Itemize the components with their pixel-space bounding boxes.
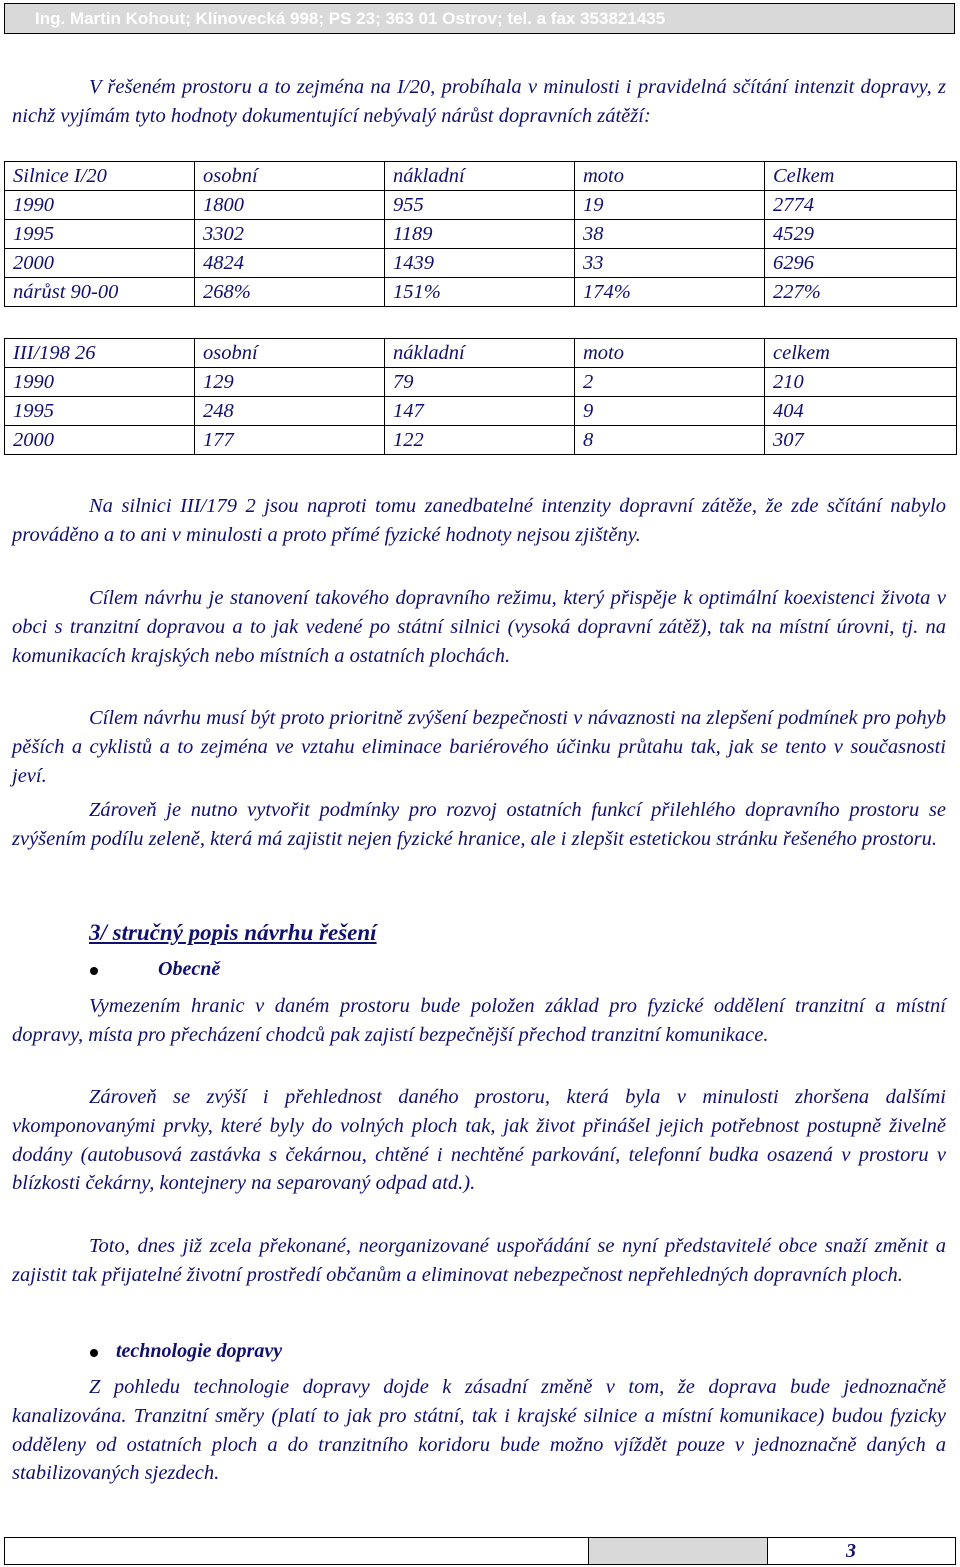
table-cell: 129 bbox=[195, 368, 385, 397]
table-cell: 38 bbox=[575, 220, 765, 249]
bullet-general-label: Obecně bbox=[158, 958, 221, 980]
table-row bbox=[5, 426, 957, 455]
section-title: 3/ stručný popis návrhu řešení bbox=[89, 920, 377, 945]
intro-paragraph: V řešeném prostoru a to zejména na I/20, probíhala v minulosti i pravidelná sčítání intenzit dopravy, z nichž vyjímám tyto hodnoty dokumentující nebývalý nárůst dopravních zátěží: bbox=[12, 76, 946, 127]
table-cell: 33 bbox=[575, 249, 765, 278]
footer-segment-left bbox=[4, 1537, 588, 1565]
header-text: Ing. Martin Kohout; Klínovecká 998; PS 23; 363 01 Ostrov; tel. a fax 353821435 bbox=[35, 9, 666, 28]
table-cell: osobní bbox=[195, 162, 385, 191]
bullet-dot-icon bbox=[90, 1349, 98, 1357]
paragraph-7: Toto, dnes již zcela překonané, neorganizované uspořádání se nyní představitelé obce snaží změnit a zajistit tak přijatelné životní prostředí občanům a eliminovat nebezpečnost nepřehledných dopravních ploch. bbox=[12, 1235, 946, 1286]
table-cell: 2774 bbox=[765, 191, 957, 220]
table-cell: 147 bbox=[385, 397, 575, 426]
table-cell: 3302 bbox=[195, 220, 385, 249]
paragraph-1: Na silnici III/179 2 jsou naproti tomu zanedbatelné intenzity dopravní zátěže, že zde sčítání nabylo prováděno a to ani v minulosti a proto přímé fyzické hodnoty nejsou zjištěny. bbox=[12, 495, 946, 546]
table-cell: 268% bbox=[195, 278, 385, 307]
table-cell: nákladní bbox=[385, 339, 575, 368]
table-cell: 1439 bbox=[385, 249, 575, 278]
table-row bbox=[5, 397, 957, 426]
table-cell: 1995 bbox=[5, 220, 195, 249]
table-cell: 8 bbox=[575, 426, 765, 455]
table-header-row bbox=[5, 162, 957, 191]
table-header-row bbox=[5, 339, 957, 368]
table-row bbox=[5, 191, 957, 220]
traffic-table-i20 bbox=[4, 161, 957, 307]
table-cell: 2 bbox=[575, 368, 765, 397]
table-cell: 122 bbox=[385, 426, 575, 455]
table-cell: moto bbox=[575, 162, 765, 191]
table-cell: 248 bbox=[195, 397, 385, 426]
table-cell: osobní bbox=[195, 339, 385, 368]
table-cell: moto bbox=[575, 339, 765, 368]
table-cell: III/198 26 bbox=[5, 339, 195, 368]
paragraph-4: Zároveň je nutno vytvořit podmínky pro rozvoj ostatních funkcí přilehlého dopravního prostoru se zvýšením podílu zeleně, která má zajistit nejen fyzické hranice, ale i zlepšit estetickou stránku řešeného prostoru. bbox=[12, 799, 946, 850]
paragraph-3: Cílem návrhu musí být proto prioritně zvýšení bezpečnosti v návaznosti na zlepšení podmínek pro pohyb pěších a cyklistů a to zejména ve vztahu eliminace bariérového účinku průtahu tak, jak se tento v současnosti jeví. bbox=[12, 707, 946, 787]
table-cell: nákladní bbox=[385, 162, 575, 191]
table-cell: 1189 bbox=[385, 220, 575, 249]
table-cell: 2000 bbox=[5, 249, 195, 278]
table-cell: 227% bbox=[765, 278, 957, 307]
table-cell: 4824 bbox=[195, 249, 385, 278]
paragraph-6: Zároveň se zvýší i přehlednost daného prostoru, která byla v minulosti zhoršena dalšími vkomponovanými prvky, které byly do volných ploch tak, jak život přinášel jejich potřebnost postupně živelně dodány (autobusová zastávka s čekárnou, chtěné i nechtěné parkování, telefonní budka osazená v prostoru v blízkosti čekárny, kontejnery na separovaný odpad atd.). bbox=[12, 1086, 946, 1195]
table-cell: 2000 bbox=[5, 426, 195, 455]
table-cell: 19 bbox=[575, 191, 765, 220]
table-cell: 151% bbox=[385, 278, 575, 307]
table-cell: Silnice I/20 bbox=[5, 162, 195, 191]
table-cell: Celkem bbox=[765, 162, 957, 191]
table-cell: 1990 bbox=[5, 191, 195, 220]
page-number: 3 bbox=[846, 1540, 856, 1562]
table-row bbox=[5, 278, 957, 307]
paragraph-2: Cílem návrhu je stanovení takového dopravního režimu, který přispěje k optimální koexistenci života v obci s tranzitní dopravou a to jak vedené po státní silnici (vysoká dopravní zátěž), tak na místní úrovni, tj. na komunikacích krajských nebo místních a ostatních plochách. bbox=[12, 587, 946, 667]
table-cell: 1995 bbox=[5, 397, 195, 426]
table-row bbox=[5, 249, 957, 278]
table-cell: 1990 bbox=[5, 368, 195, 397]
table-cell: 174% bbox=[575, 278, 765, 307]
table-cell: 4529 bbox=[765, 220, 957, 249]
bullet-dot-icon bbox=[90, 967, 98, 975]
table-cell: 955 bbox=[385, 191, 575, 220]
table-cell: 9 bbox=[575, 397, 765, 426]
table-cell: 1800 bbox=[195, 191, 385, 220]
bullet-technology-label: technologie dopravy bbox=[116, 1340, 283, 1362]
table-cell: 177 bbox=[195, 426, 385, 455]
table-cell: 307 bbox=[765, 426, 957, 455]
table-cell: 79 bbox=[385, 368, 575, 397]
page-header bbox=[4, 3, 955, 34]
footer-segment-middle bbox=[588, 1537, 768, 1565]
table-cell: nárůst 90-00 bbox=[5, 278, 195, 307]
page-footer bbox=[0, 1537, 960, 1567]
table-row bbox=[5, 220, 957, 249]
footer-segment-right bbox=[768, 1537, 956, 1565]
paragraph-8: Z pohledu technologie dopravy dojde k zásadní změně v tom, že doprava bude jednoznačně kanalizována. Tranzitní směry (platí to jak pro státní, tak i krajské silnice a místní komunikace) budou fyzicky odděleny od ostatních ploch a do tranzitního koridoru bude možno vjíždět pouze v jednoznačně daných a stabilizovaných sjezdech. bbox=[12, 1376, 946, 1485]
table-cell: 404 bbox=[765, 397, 957, 426]
table-cell: 210 bbox=[765, 368, 957, 397]
paragraph-5: Vymezením hranic v daném prostoru bude položen základ pro fyzické oddělení tranzitní a místní dopravy, místa pro přecházení chodců pak zajistí bezpečnější přechod tranzitní komunikace. bbox=[12, 995, 946, 1046]
traffic-table-iii198 bbox=[4, 338, 957, 455]
table-cell: 6296 bbox=[765, 249, 957, 278]
table-row bbox=[5, 368, 957, 397]
table-cell: celkem bbox=[765, 339, 957, 368]
